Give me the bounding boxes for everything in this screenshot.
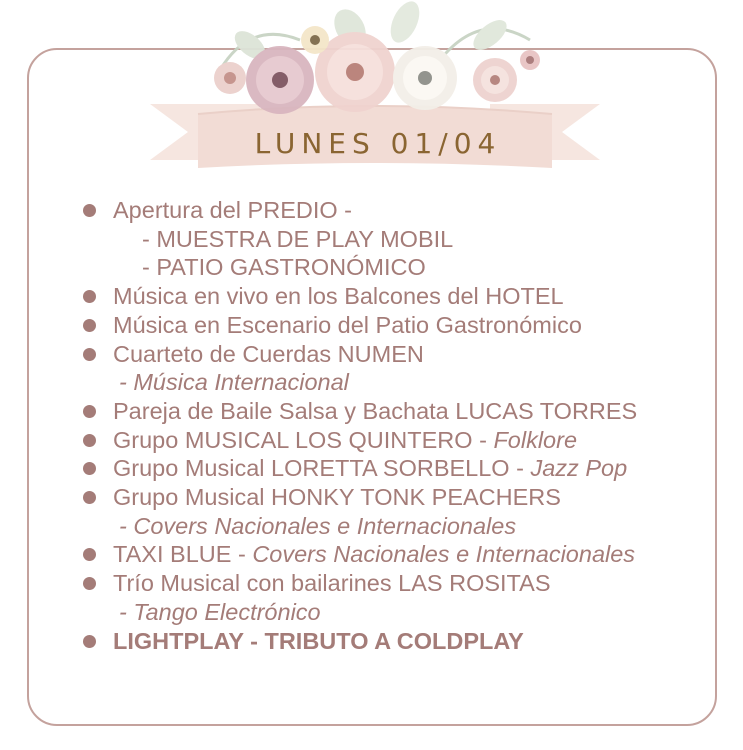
separator: -	[472, 426, 494, 453]
page-title: LUNES 01/04	[254, 126, 502, 160]
event-list	[82, 196, 702, 655]
bullet-dot-icon	[83, 405, 96, 418]
list-item	[82, 569, 702, 626]
item-sub: - Covers Nacionales e Internacionales	[119, 512, 517, 539]
bullet-dot-icon	[83, 348, 96, 361]
item-genre: Jazz Pop	[530, 455, 628, 482]
list-item	[82, 397, 702, 426]
list-item	[82, 340, 702, 397]
list-item	[82, 627, 702, 656]
bullet-dot-icon	[83, 319, 96, 332]
bullet-dot-icon	[83, 635, 96, 648]
item-label: Apertura del PREDIO -	[113, 197, 353, 223]
list-item	[82, 196, 702, 282]
list-item	[82, 282, 702, 311]
bullet-dot-icon	[83, 462, 96, 475]
list-item	[82, 483, 702, 540]
item-label: TAXI BLUE	[113, 541, 232, 568]
item-label: Grupo Musical HONKY TONK PEACHERS	[113, 484, 561, 511]
item-label: Grupo MUSICAL LOS QUINTERO	[113, 426, 473, 453]
item-label: LIGHTPLAY - TRIBUTO A COLDPLAY	[113, 627, 524, 654]
item-label: Música en vivo en los Balcones del HOTEL	[113, 283, 564, 310]
item-label: Pareja de Baile Salsa y Bachata LUCAS TORRES	[113, 397, 638, 424]
bullet-dot-icon	[83, 290, 96, 303]
separator: -	[509, 455, 531, 482]
item-label: Grupo Musical LORETTA SORBELLO	[113, 455, 510, 482]
bullet-dot-icon	[83, 577, 96, 590]
list-item	[82, 540, 702, 569]
list-item	[82, 454, 702, 483]
item-sub: - Música Internacional	[119, 369, 349, 396]
list-item	[82, 311, 702, 340]
bullet-dot-icon	[83, 204, 96, 217]
item-sub: - PATIO GASTRONÓMICO	[142, 254, 426, 281]
item-label: Cuarteto de Cuerdas NUMEN	[113, 340, 424, 367]
floral-bouquet-icon	[190, 0, 560, 115]
item-genre: Covers Nacionales e Internacionales	[252, 541, 636, 568]
item-sub: - MUESTRA DE PLAY MOBIL	[142, 225, 454, 252]
list-item	[82, 426, 702, 455]
item-label: Trío Musical con bailarines LAS ROSITAS	[113, 570, 551, 597]
item-sub: - Tango Electrónico	[119, 598, 321, 625]
bullet-dot-icon	[83, 434, 96, 447]
separator: -	[231, 541, 253, 568]
item-label: Música en Escenario del Patio Gastronómico	[113, 311, 582, 338]
bullet-dot-icon	[83, 491, 96, 504]
bullet-dot-icon	[83, 548, 96, 561]
item-genre: Folklore	[493, 426, 578, 453]
